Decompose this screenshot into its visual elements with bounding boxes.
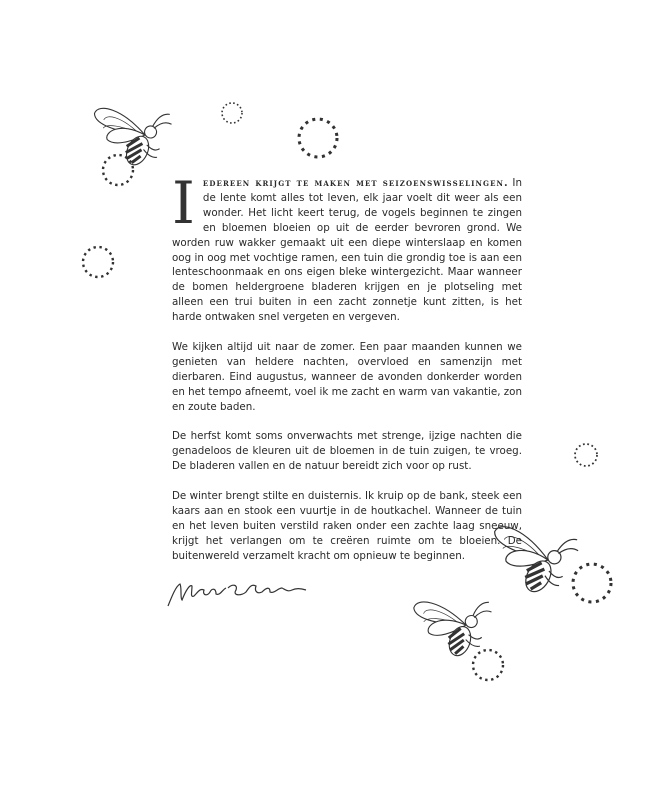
bee-icon xyxy=(413,585,502,668)
lead-in: edereen krijgt te maken met seizoenswisselingen. xyxy=(202,177,509,189)
paragraph-1-text: In de lente komt alles tot leven, elk jaar voelt dit weer als een wonder. Het licht keert terug, de vogels beginnen te zingen en bloemen bloeien op uit de eerder bevroren grond. We worden ruw wakker gemaakt uit een diepe winterslaap en komen oog in oog met vochtige ramen, een tuin die grondig toe is aan een lenteschoonmaak en ons eigen bleke wintergezicht. Maar wanneer de bomen heldergroene bladeren krijgen en je plotseling met alleen een trui buiten in een zacht zonnetje kunt zitten, is het harde ontwaken snel vergeten en vergeven. xyxy=(172,177,522,324)
dotted-circle-icon xyxy=(222,103,242,123)
signature-icon xyxy=(166,574,316,614)
dotted-circle-icon xyxy=(473,650,503,680)
dotted-circle-icon xyxy=(575,444,597,466)
paragraph-2: We kijken altijd uit naar de zomer. Een paar maanden kunnen we genieten van heldere nachten, overvloed en samenzijn met dierbaren. Eind augustus, wanneer de avonden donkerder worden en het tempo afneemt, voel ik me zacht en warm van vakantie, zon en zoute baden. xyxy=(172,340,522,413)
paragraph-3: De herfst komt soms onverwachts met strenge, ijzige nachten die genadeloos de kleuren uit de bloemen in de tuin zuigen, te vroeg. De bladeren vallen en de natuur bereidt zich voor op rust. xyxy=(172,430,522,473)
drop-cap: I xyxy=(172,169,195,237)
dotted-circle-icon xyxy=(573,564,611,602)
bee-icon xyxy=(94,97,178,175)
paragraph-4: De winter brengt stilte en duisternis. Ik kruip op de bank, steek een kaars aan en stook een vuurtje in de houtkachel. Wanneer de tuin en het leven buiten verstild raken onder een zachte laag sneeuw, krijgt het verlangen om te creëren ruimte om te bloeien. De buitenwereld verzamelt kracht om opnieuw te beginnen. xyxy=(172,489,522,562)
dotted-circle-icon xyxy=(299,119,337,157)
article-body xyxy=(172,169,522,578)
dotted-circle-icon xyxy=(83,247,113,277)
paragraph-1 xyxy=(172,169,522,325)
